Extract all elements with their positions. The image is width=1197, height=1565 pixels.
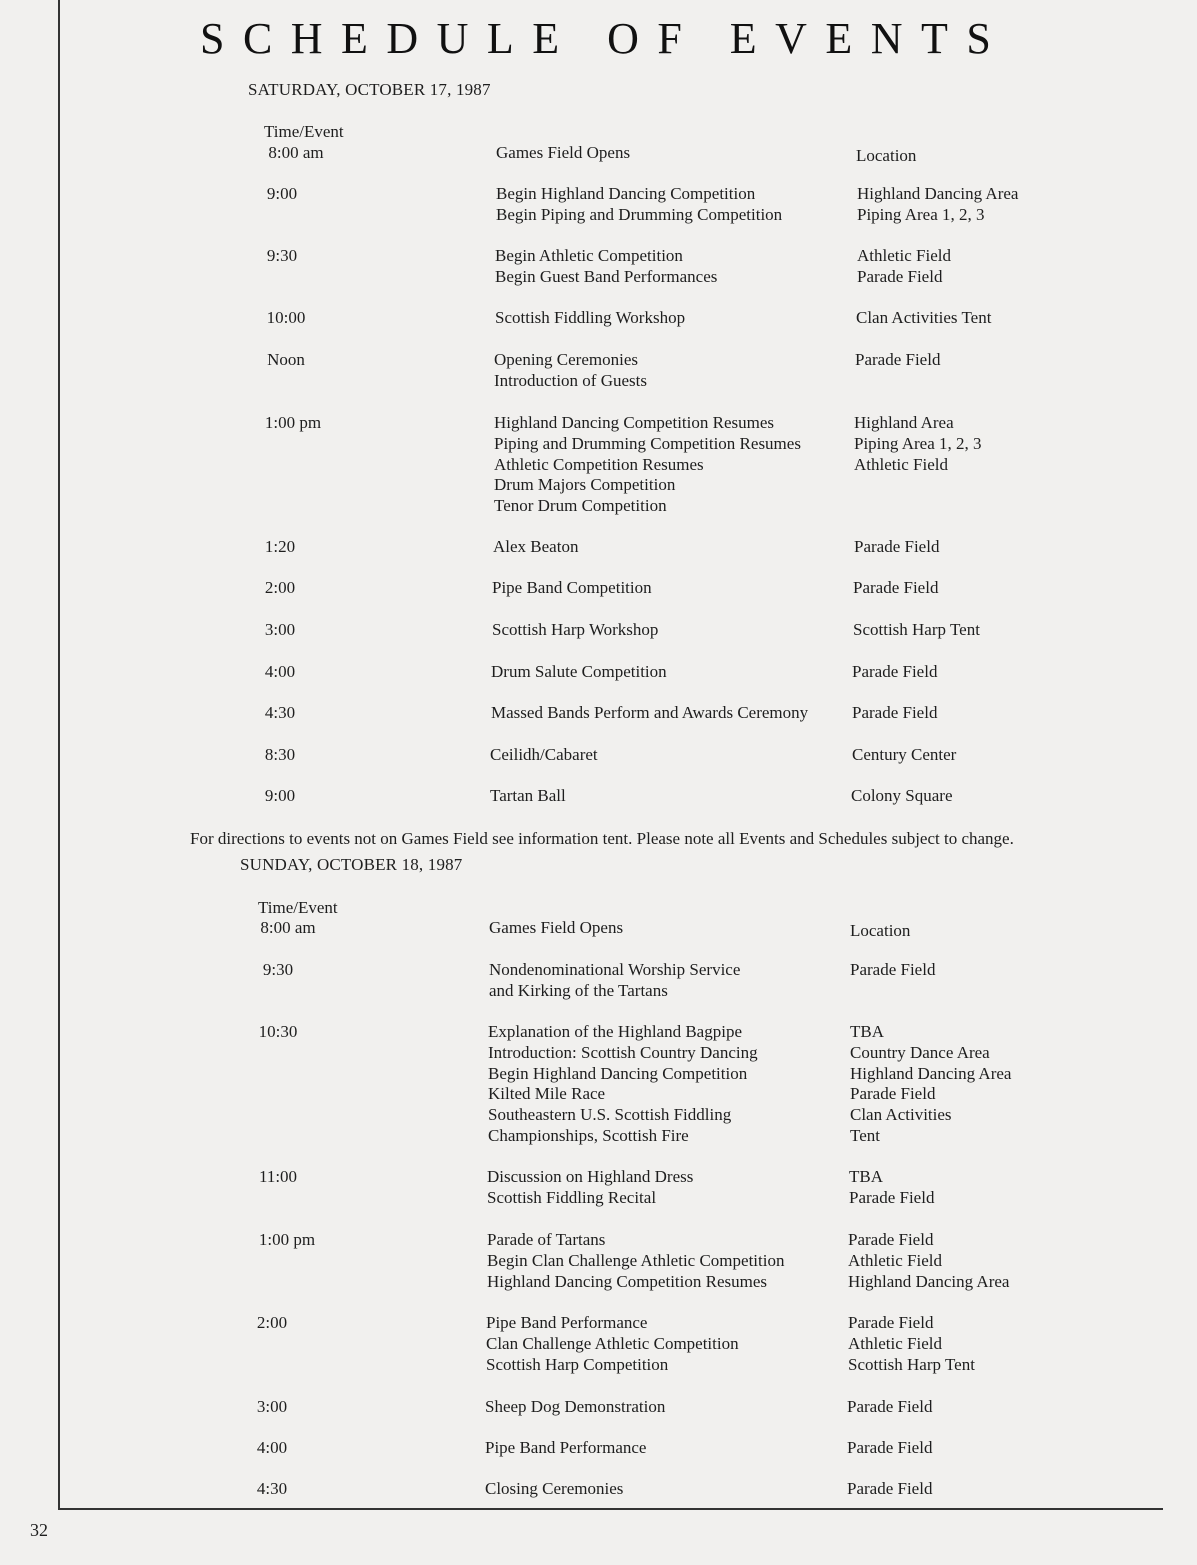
- event-line: Tartan Ball: [490, 786, 566, 805]
- event-description: [485, 1397, 665, 1418]
- event-line: Championships, Scottish Fire: [488, 1125, 689, 1145]
- location-line: Parade Field: [852, 703, 938, 722]
- location-line: Colony Square: [851, 786, 953, 805]
- event-description: [496, 143, 630, 164]
- location-line: Scottish Harp Tent: [848, 1354, 975, 1374]
- location-line: TBA: [850, 1022, 884, 1041]
- event-time: 10:00: [266, 308, 306, 327]
- event-line: Discussion on Highland Dress: [487, 1167, 694, 1186]
- event-time: 8:00 am: [268, 143, 324, 162]
- saturday-time-header: Time/Event: [264, 122, 344, 141]
- event-line: Introduction: Scottish Country Dancing: [488, 1042, 758, 1062]
- location-line: Clan Activities: [850, 1105, 952, 1125]
- event-line: Drum Majors Competition: [494, 475, 676, 495]
- event-description: [488, 1022, 758, 1147]
- event-line: Explanation of the Highland Bagpipe: [488, 1022, 742, 1041]
- event-time: 4:00: [256, 1438, 288, 1457]
- location-line: Century Center: [852, 745, 957, 764]
- event-time: 3:00: [256, 1397, 288, 1416]
- event-location: [848, 1230, 1009, 1292]
- location-line: Piping Area 1, 2, 3: [857, 204, 985, 224]
- event-time: 9:00: [266, 184, 298, 203]
- location-line: Athletic Field: [854, 454, 948, 474]
- schedule-note: For directions to events not on Games Field see information tent. Please note all Events and Schedules subject to change.: [190, 829, 1014, 848]
- event-line: Scottish Harp Workshop: [492, 620, 659, 639]
- event-time: 1:20: [264, 537, 296, 556]
- location-line: Parade Field: [855, 350, 941, 369]
- event-line: Games Field Opens: [489, 918, 624, 937]
- event-location: [852, 745, 956, 766]
- event-line: Begin Highland Dancing Competition: [488, 1063, 748, 1083]
- event-description: [491, 703, 808, 724]
- event-line: Piping and Drumming Competition Resumes: [494, 433, 801, 453]
- event-location: [853, 620, 980, 641]
- event-line: Highland Dancing Competition Resumes: [494, 413, 774, 432]
- event-time: 3:00: [264, 620, 296, 639]
- event-location: [854, 413, 982, 475]
- location-line: Highland Dancing Area: [848, 1271, 1010, 1291]
- sunday-time-header: Time/Event: [258, 898, 338, 917]
- event-line: Alex Beaton: [493, 537, 579, 556]
- event-location: [852, 703, 937, 724]
- event-time: 9:00: [264, 786, 296, 805]
- page-title: SCHEDULE OF EVENTS: [200, 14, 1010, 63]
- sunday-location-header: Location: [850, 921, 911, 940]
- event-description: [496, 184, 782, 226]
- event-location: [851, 786, 953, 807]
- saturday-heading: SATURDAY, OCTOBER 17, 1987: [248, 80, 491, 99]
- event-description: [486, 1313, 739, 1375]
- event-description: [490, 786, 566, 807]
- event-line: Introduction of Guests: [494, 370, 647, 390]
- event-line: Pipe Band Performance: [485, 1438, 647, 1457]
- event-description: [487, 1167, 693, 1209]
- event-location: [847, 1438, 932, 1459]
- event-location: [847, 1397, 932, 1418]
- event-time: 8:00 am: [260, 918, 316, 937]
- event-line: Scottish Fiddling Workshop: [495, 308, 686, 327]
- event-time: 10:30: [258, 1022, 298, 1041]
- location-line: Athletic Field: [848, 1333, 942, 1353]
- location-line: Parade Field: [854, 537, 940, 556]
- event-time: 8:30: [264, 745, 296, 764]
- page-number: 32: [30, 1520, 48, 1540]
- event-description: [490, 745, 598, 766]
- event-description: [491, 662, 667, 683]
- event-location: [847, 1479, 932, 1500]
- location-line: Parade Field: [847, 1438, 933, 1457]
- event-location: [857, 246, 951, 288]
- event-line: Clan Challenge Athletic Competition: [486, 1333, 739, 1353]
- event-line: Massed Bands Perform and Awards Ceremony: [491, 703, 809, 722]
- event-description: [485, 1438, 646, 1459]
- location-line: TBA: [849, 1167, 883, 1186]
- event-location: [850, 960, 935, 981]
- location-line: Parade Field: [848, 1313, 934, 1332]
- event-line: Parade of Tartans: [487, 1230, 606, 1249]
- event-description: [492, 578, 652, 599]
- event-location: [852, 662, 937, 683]
- saturday-location-header: Location: [856, 146, 917, 165]
- event-location: [848, 1313, 975, 1375]
- event-description: [494, 350, 647, 392]
- event-line: and Kirking of the Tartans: [489, 980, 668, 1000]
- event-description: [493, 537, 578, 558]
- location-line: Athletic Field: [857, 246, 951, 265]
- event-line: Kilted Mile Race: [488, 1084, 606, 1104]
- event-line: Begin Guest Band Performances: [495, 266, 718, 286]
- event-line: Southeastern U.S. Scottish Fiddling: [488, 1105, 732, 1125]
- event-location: [857, 184, 1018, 226]
- event-location: [856, 308, 991, 329]
- location-line: Parade Field: [850, 960, 936, 979]
- event-description: [494, 413, 801, 517]
- event-description: [489, 960, 740, 1002]
- event-time: 4:30: [264, 703, 296, 722]
- event-line: Games Field Opens: [496, 143, 631, 162]
- event-location: [855, 350, 940, 371]
- location-line: Highland Dancing Area: [850, 1063, 1012, 1083]
- sunday-heading: SUNDAY, OCTOBER 18, 1987: [240, 855, 463, 874]
- event-line: Drum Salute Competition: [491, 662, 667, 681]
- event-location: [853, 578, 938, 599]
- event-line: Pipe Band Performance: [486, 1313, 648, 1332]
- location-line: Parade Field: [857, 266, 943, 286]
- event-time: 4:00: [264, 662, 296, 681]
- event-description: [495, 308, 685, 329]
- event-line: Scottish Fiddling Recital: [487, 1187, 657, 1207]
- location-line: Piping Area 1, 2, 3: [854, 433, 982, 453]
- event-time: 1:00 pm: [264, 413, 322, 432]
- location-line: Scottish Harp Tent: [853, 620, 980, 639]
- event-description: [485, 1479, 623, 1500]
- event-line: Highland Dancing Competition Resumes: [487, 1271, 767, 1291]
- event-location: [854, 537, 939, 558]
- event-location: [849, 1167, 934, 1209]
- event-line: Athletic Competition Resumes: [494, 454, 704, 474]
- location-line: Athletic Field: [848, 1250, 942, 1270]
- location-line: Parade Field: [850, 1084, 936, 1104]
- event-description: [487, 1230, 784, 1292]
- event-line: Begin Highland Dancing Competition: [496, 184, 756, 203]
- event-line: Tenor Drum Competition: [494, 496, 667, 516]
- location-line: Parade Field: [853, 578, 939, 597]
- location-line: Highland Area: [854, 413, 954, 432]
- event-time: 2:00: [256, 1313, 288, 1332]
- location-line: Tent: [850, 1125, 880, 1145]
- location-line: Parade Field: [849, 1187, 935, 1207]
- event-line: Begin Clan Challenge Athletic Competition: [487, 1250, 785, 1270]
- event-line: Begin Piping and Drumming Competition: [496, 204, 783, 224]
- event-location: [850, 1022, 1011, 1147]
- event-line: Pipe Band Competition: [492, 578, 652, 597]
- location-line: Parade Field: [847, 1397, 933, 1416]
- event-time: Noon: [267, 350, 305, 369]
- event-line: Scottish Harp Competition: [486, 1354, 669, 1374]
- event-description: [489, 918, 623, 939]
- event-description: [495, 246, 717, 288]
- event-line: Opening Ceremonies: [494, 350, 638, 369]
- event-description: [492, 620, 658, 641]
- location-line: Parade Field: [852, 662, 938, 681]
- event-time: 11:00: [258, 1167, 298, 1186]
- location-line: Highland Dancing Area: [857, 184, 1019, 203]
- event-line: Begin Athletic Competition: [495, 246, 683, 265]
- location-line: Parade Field: [847, 1479, 933, 1498]
- event-line: Nondenominational Worship Service: [489, 960, 741, 979]
- event-time: 2:00: [264, 578, 296, 597]
- event-time: 9:30: [266, 246, 298, 265]
- location-line: Parade Field: [848, 1230, 934, 1249]
- location-line: Country Dance Area: [850, 1042, 990, 1062]
- event-line: Sheep Dog Demonstration: [485, 1397, 666, 1416]
- event-time: 1:00 pm: [258, 1230, 316, 1249]
- location-line: Clan Activities Tent: [856, 308, 992, 327]
- event-time: 4:30: [256, 1479, 288, 1498]
- event-line: Ceilidh/Cabaret: [490, 745, 598, 764]
- event-line: Closing Ceremonies: [485, 1479, 624, 1498]
- event-time: 9:30: [262, 960, 294, 979]
